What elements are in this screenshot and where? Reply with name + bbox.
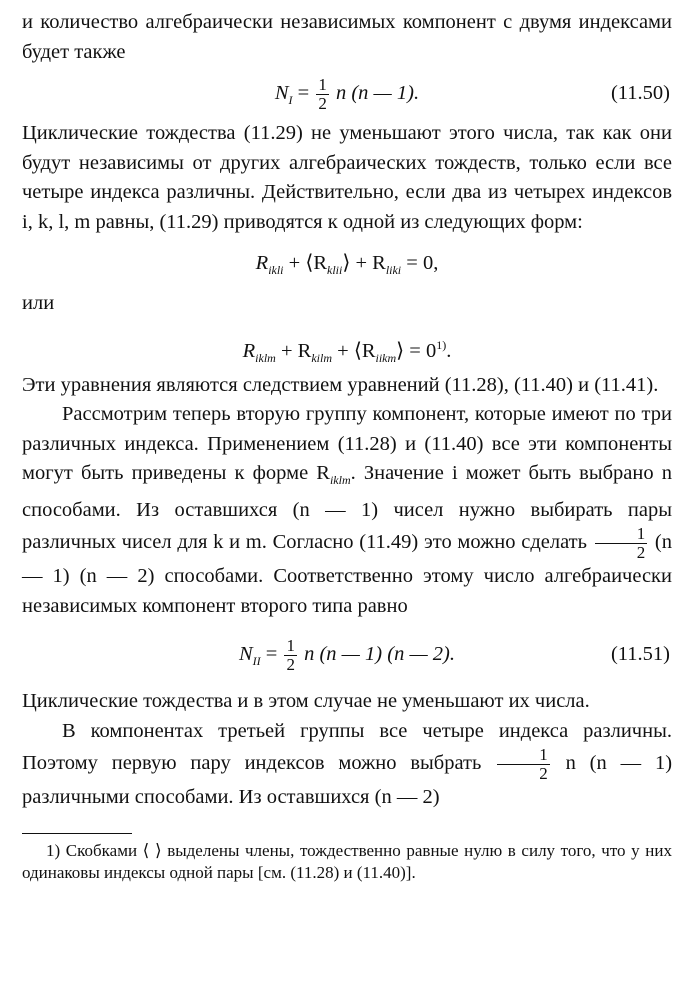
p4-frac-num: 1 xyxy=(595,525,648,544)
paragraph-intro: и количество алгебраически независимых компонент с двумя индексами будет также xyxy=(22,11,672,63)
eq2-sub1: ikli xyxy=(268,263,284,278)
eq1-frac-den: 2 xyxy=(318,93,327,113)
p4-part-c: (n — 1) (n — 2) способами. Соответственно этому число алгебраически независимых компонент второго типа равно xyxy=(22,531,672,617)
p4-part-b: . Значение i может быть выбрано n способами. Из оставшихся (n — 1) чисел нужно выбирать пары различных чисел для k и m. Согласно (11.49) это можно сделать xyxy=(22,462,672,554)
eq1-rhs: n (n — 1). xyxy=(335,82,420,104)
footnote-marker: 1) xyxy=(436,337,447,352)
eq4-lhs-sub: II xyxy=(252,654,261,669)
p6-part-a: В компонентах третьей группы все четыре индекса различны. Поэтому первую пару индексов можно выбрать xyxy=(22,719,672,775)
footnote-divider xyxy=(22,833,132,834)
equation-form-1 xyxy=(22,243,672,283)
eq2-end: = 0, xyxy=(401,252,439,274)
eq2-sub3: liki xyxy=(385,263,402,278)
paragraph-cyclic-2: Циклические тождества и в этом случае не уменьшают их числа. xyxy=(22,690,590,713)
footnote: 1) Скобками ⟨ ⟩ выделены члены, тождественно равные нулю в силу того, что у них одинаковы индексы одной пары [см. (11.28) и (11.40)]. xyxy=(22,840,672,882)
eq1-frac-num: 1 xyxy=(318,74,327,94)
p6-fraction xyxy=(497,746,550,783)
equation-form-2 xyxy=(22,325,672,365)
p4-sub: iklm xyxy=(329,473,351,488)
paragraph-second-group xyxy=(22,400,672,621)
word-ili: или xyxy=(22,292,55,314)
eq3-mid2: + ⟨R xyxy=(332,339,376,362)
eq1-lhs: N xyxy=(274,82,289,104)
p4-frac-den: 2 xyxy=(636,543,646,563)
eq3-mid1: + R xyxy=(275,339,312,362)
eq2-sub2: klii xyxy=(327,263,343,278)
p6-part-b: n (n — 1) различными способами. Из оставшихся (n — 2) xyxy=(22,752,673,809)
eq1-equals: = xyxy=(297,82,310,104)
equation-11-51 xyxy=(22,627,672,681)
eq1-number: (11.50) xyxy=(610,82,670,104)
eq1-lhs-sub: I xyxy=(288,93,293,108)
eq3-r1: R xyxy=(242,339,256,362)
p6-frac-den: 2 xyxy=(539,764,548,784)
eq4-equals: = xyxy=(265,643,278,666)
eq4-fraction xyxy=(284,637,297,674)
paragraph-consequence: Эти уравнения являются следствием уравнений (11.28), (11.40) и (11.41). xyxy=(22,373,659,396)
eq1-fraction xyxy=(316,76,329,113)
eq4-number: (11.51) xyxy=(610,643,670,666)
eq3-sub2: kilm xyxy=(311,350,333,365)
eq4-rhs: n (n — 1) (n — 2). xyxy=(304,643,455,666)
p4-part-a: Рассмотрим теперь вторую группу компонент, которые имеют по три различных индекса. Применением (11.28) и (11.40) все эти компоненты могут быть приведены к форме R xyxy=(22,403,672,484)
eq2-mid2: ⟩ + R xyxy=(342,252,386,274)
equation-11-50 xyxy=(22,73,672,113)
paragraph-third-group xyxy=(22,717,672,813)
paragraph-cyclic: Циклические тождества (11.29) не уменьшают этого числа, так как они будут независимы от других алгебраических тождеств, только если все четыре индекса различны. Действительно, если два из четырех индексов i, k, l, m равны, (11.29) приводятся к одной из следующих форм: xyxy=(22,122,672,233)
eq2-r1: R xyxy=(255,252,269,274)
eq3-sub3: iikm xyxy=(375,350,397,365)
eq4-lhs: N xyxy=(238,643,253,666)
eq3-end: ⟩ = 0 xyxy=(396,339,437,362)
eq4-frac-den: 2 xyxy=(286,654,295,674)
p4-fraction xyxy=(595,525,648,562)
p6-frac-num: 1 xyxy=(497,746,550,765)
eq3-tail: . xyxy=(446,339,452,362)
eq3-sub1: iklm xyxy=(255,350,276,365)
eq2-mid1: + ⟨R xyxy=(283,252,327,274)
eq4-frac-num: 1 xyxy=(286,635,295,655)
